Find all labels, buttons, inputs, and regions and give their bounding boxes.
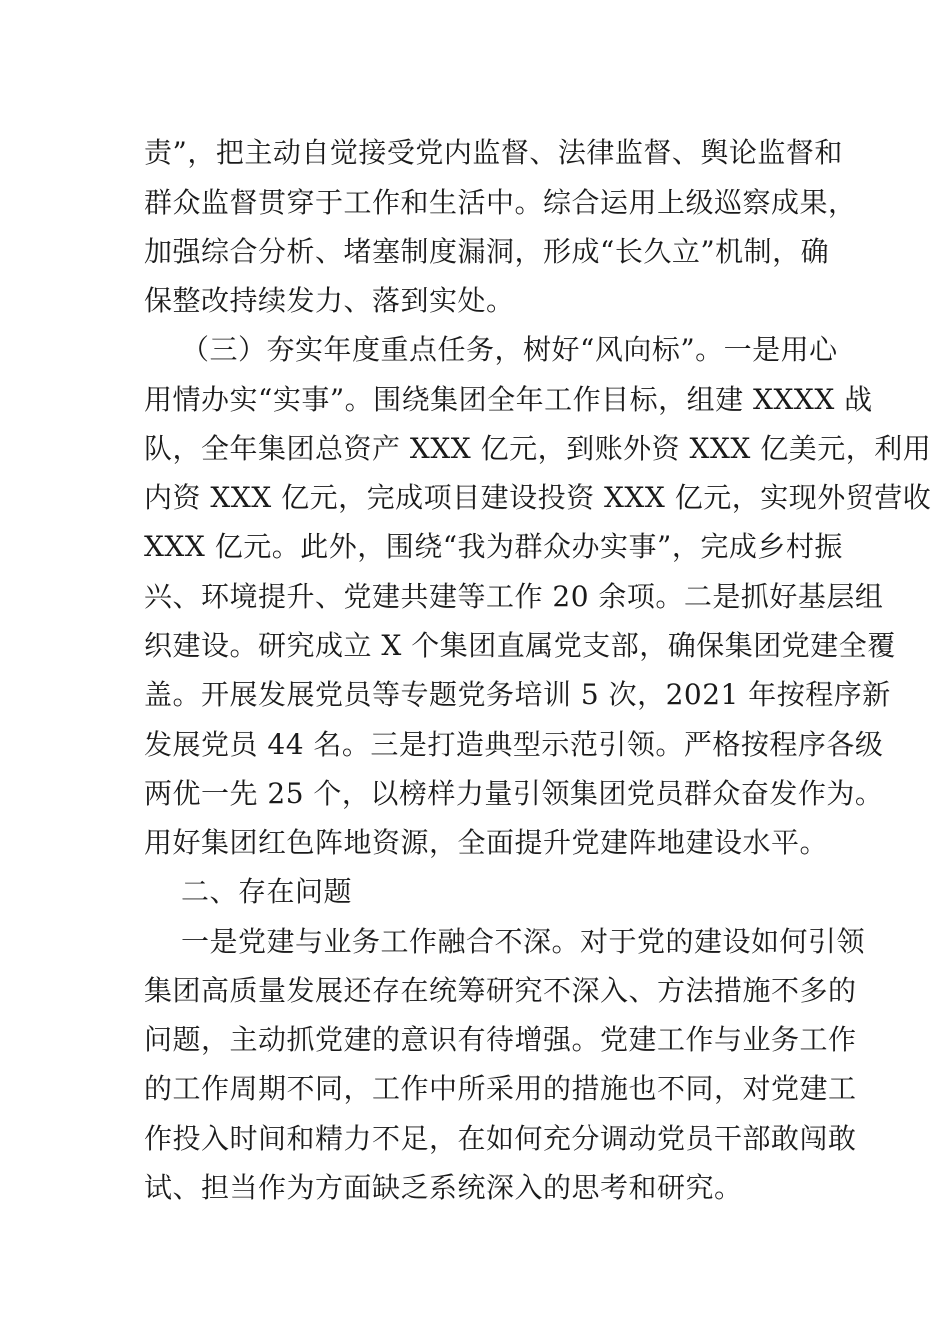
paragraph-line: 的工作周期不同，工作中所采用的措施也不同，对党建工 xyxy=(144,1072,857,1105)
paragraph-line: 群众监督贯穿于工作和生活中。综合运用上级巡察成果， xyxy=(144,186,857,219)
paragraph-line: 问题，主动抓党建的意识有待增强。党建工作与业务工作 xyxy=(144,1023,857,1056)
paragraph-line: 用情办实“实事”。围绕集团全年工作目标，组建 XXXX 战 xyxy=(144,383,873,416)
paragraph-line: 织建设。研究成立 X 个集团直属党支部，确保集团党建全覆 xyxy=(144,629,896,662)
paragraph-line: 责”，把主动自觉接受党内监督、法律监督、舆论监督和 xyxy=(144,136,843,169)
paragraph-line: 作投入时间和精力不足，在如何充分调动党员干部敢闯敢 xyxy=(144,1122,857,1155)
paragraph-line: XXX 亿元。此外，围绕“我为群众办实事”，完成乡村振 xyxy=(144,530,843,563)
paragraph-line: 盖。开展发展党员等专题党务培训 5 次，2021 年按程序新 xyxy=(144,678,891,711)
paragraph-line: 试、担当作为方面缺乏系统深入的思考和研究。 xyxy=(144,1171,743,1204)
paragraph-line: 队，全年集团总资产 XXX 亿元，到账外资 XXX 亿美元，利用 xyxy=(144,432,932,465)
paragraph-line: 内资 XXX 亿元，完成项目建设投资 XXX 亿元，实现外贸营收 xyxy=(144,481,932,514)
paragraph-line: 兴、环境提升、党建共建等工作 20 余项。二是抓好基层组 xyxy=(144,580,884,613)
paragraph-line: 加强综合分析、堵塞制度漏洞，形成“长久立”机制，确 xyxy=(144,235,830,268)
paragraph-line: 一是党建与业务工作融合不深。对于党的建设如何引领 xyxy=(181,925,866,958)
paragraph-line: 保整改持续发力、落到实处。 xyxy=(144,284,515,317)
section-title: 二、存在问题 xyxy=(181,875,353,908)
paragraph-line: 两优一先 25 个，以榜样力量引领集团党员群众奋发作为。 xyxy=(144,777,884,810)
paragraph-line: 集团高质量发展还存在统筹研究不深入、方法措施不多的 xyxy=(144,974,857,1007)
section-heading-line: （三）夯实年度重点任务，树好“风向标”。一是用心 xyxy=(181,333,838,366)
paragraph-line: 发展党员 44 名。三是打造典型示范引领。严格按程序各级 xyxy=(144,728,884,761)
paragraph-line: 用好集团红色阵地资源，全面提升党建阵地建设水平。 xyxy=(144,826,829,859)
